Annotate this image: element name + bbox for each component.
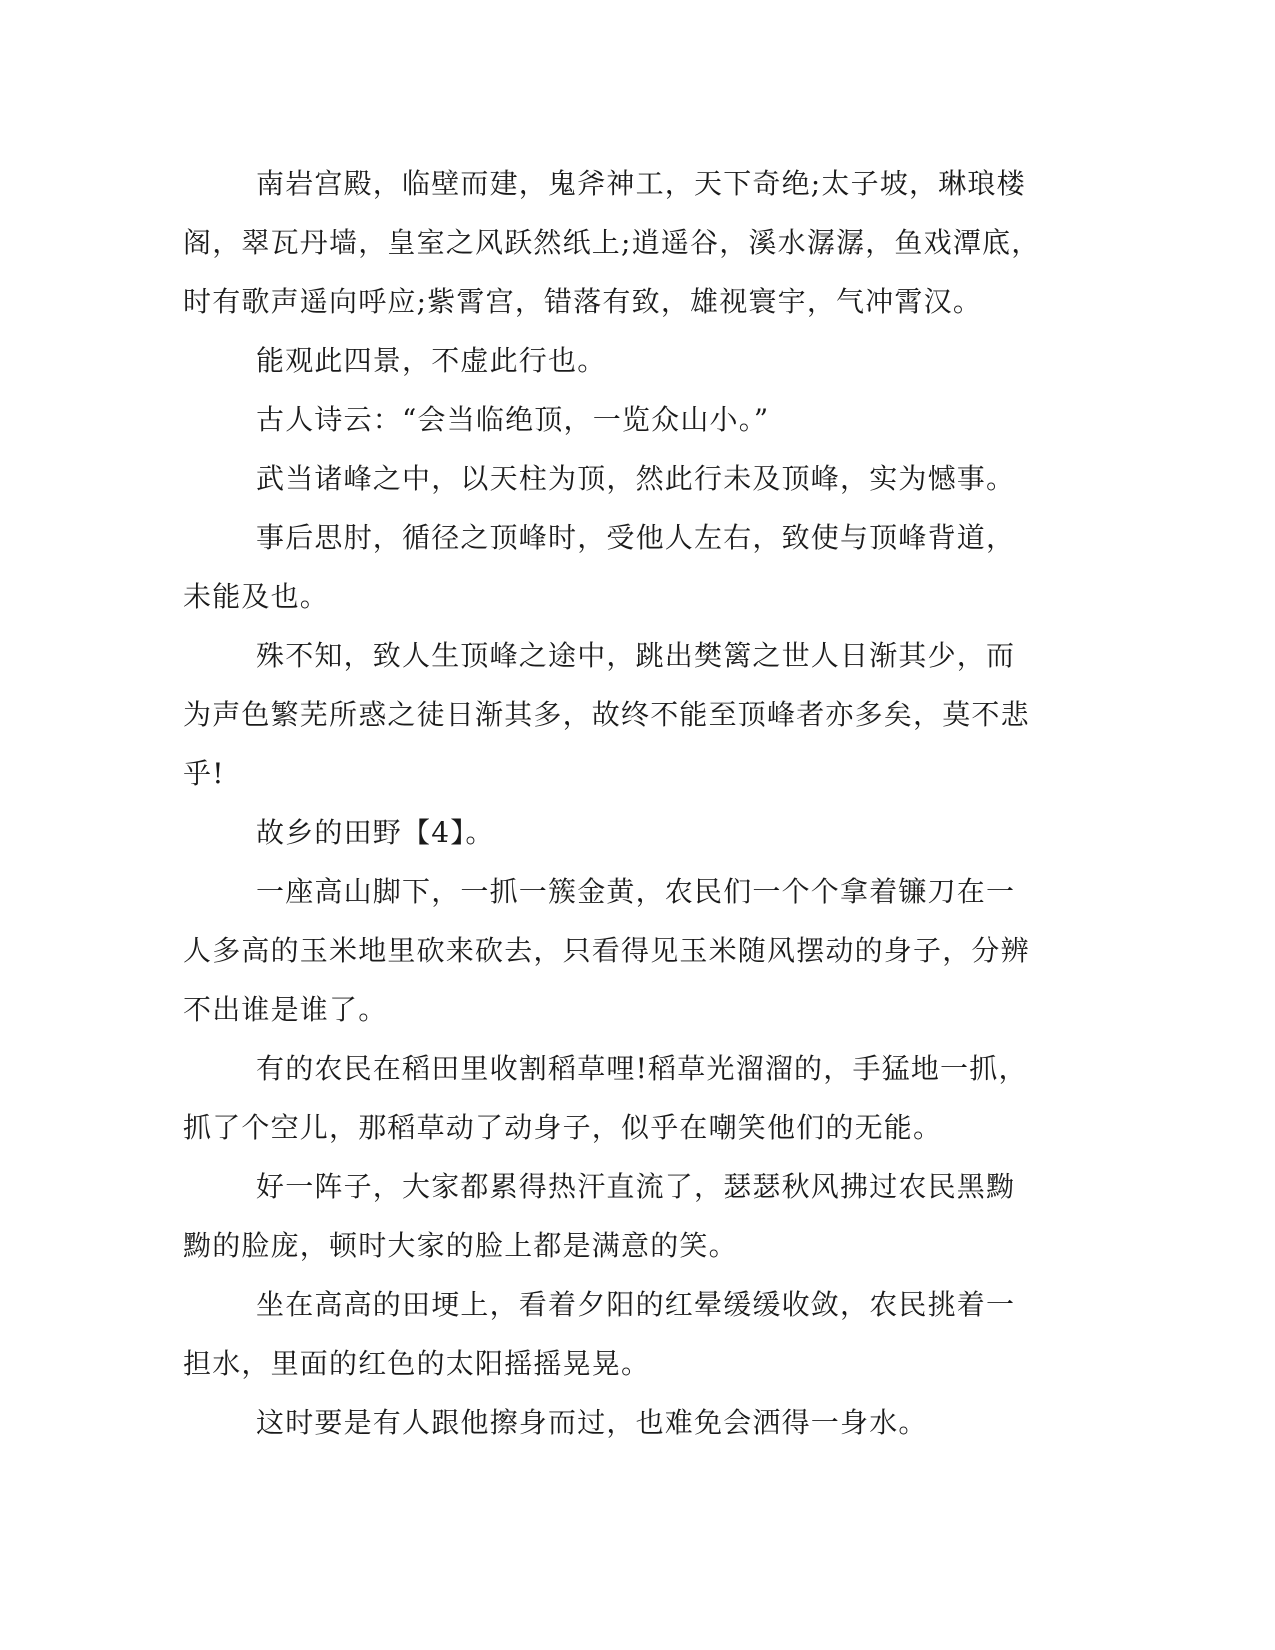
paragraph: 能观此四景，不虚此行也。 <box>256 344 607 377</box>
body-text <box>183 154 1043 1452</box>
paragraph: 坐在高高的田埂上，看着夕阳的红晕缓缓收敛，农民挑着一担水，里面的红色的太阳摇摇晃晃。 <box>183 1288 1016 1380</box>
paragraph: 这时要是有人跟他擦身而过，也难免会洒得一身水。 <box>256 1406 928 1439</box>
paragraph: 好一阵子，大家都累得热汗直流了，瑟瑟秋风拂过农民黑黝黝的脸庞，顿时大家的脸上都是满意的笑。 <box>183 1170 1016 1262</box>
paragraph: 古人诗云：“会当临绝顶，一览众山小。” <box>256 403 770 436</box>
paragraph: 有的农民在稻田里收割稻草哩!稻草光溜溜的，手猛地一抓，抓了个空儿，那稻草动了动身子，似乎在嘲笑他们的无能。 <box>183 1052 1028 1144</box>
paragraph: 南岩宫殿，临壁而建，鬼斧神工，天下奇绝;太子坡，琳琅楼阁，翠瓦丹墙，皇室之风跃然纸上;逍遥谷，溪水潺潺，鱼戏潭底，时有歌声遥向呼应;紫霄宫，错落有致，雄视寰宇，气冲霄汉。 <box>183 167 1041 318</box>
paragraph: 殊不知，致人生顶峰之途中，跳出樊篱之世人日渐其少，而为声色繁芜所惑之徒日渐其多，故终不能至顶峰者亦多矣，莫不悲乎! <box>183 639 1030 790</box>
paragraph: 武当诸峰之中，以天柱为顶，然此行未及顶峰，实为憾事。 <box>256 462 1016 495</box>
paragraph: 事后思肘，循径之顶峰时，受他人左右，致使与顶峰背道，未能及也。 <box>183 521 1016 613</box>
paragraph: 一座高山脚下，一抓一簇金黄，农民们一个个拿着镰刀在一人多高的玉米地里砍来砍去，只看得见玉米随风摆动的身子，分辨不出谁是谁了。 <box>183 875 1030 1026</box>
section-heading: 故乡的田野【4】。 <box>256 816 495 849</box>
